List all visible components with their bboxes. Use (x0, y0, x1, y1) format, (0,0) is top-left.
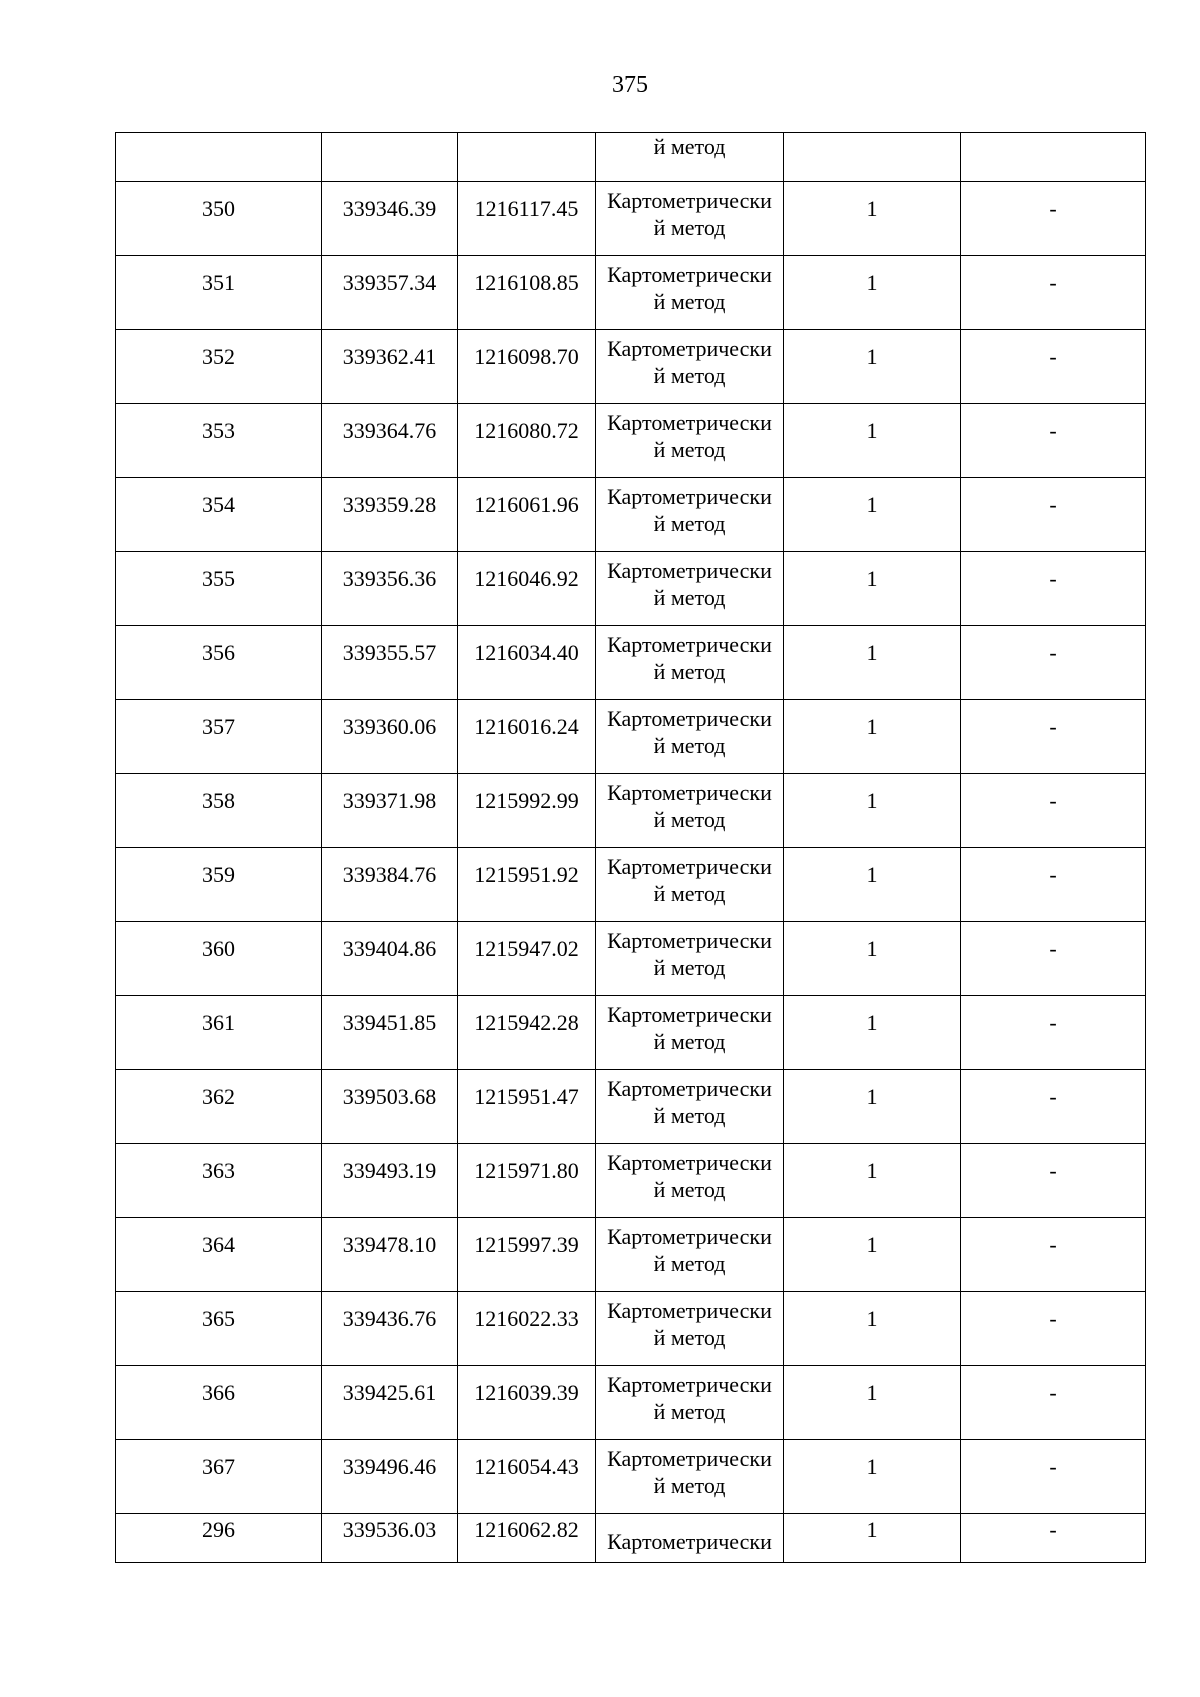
method-cell (596, 922, 784, 996)
table-row (116, 922, 1146, 996)
x-cell: 339425.61 (322, 1366, 458, 1440)
note-cell: - (961, 404, 1146, 478)
note-cell: - (961, 700, 1146, 774)
point-cell: 359 (116, 848, 322, 922)
method-line-2: й метод (653, 1029, 726, 1054)
table-row (116, 1292, 1146, 1366)
y-cell: 1216016.24 (458, 700, 596, 774)
x-cell: 339384.76 (322, 848, 458, 922)
method-line-1: Картометрически (607, 1446, 772, 1471)
y-cell: 1216117.45 (458, 182, 596, 256)
x-cell: 339355.57 (322, 626, 458, 700)
method-line-2: й метод (653, 1473, 726, 1498)
x-cell: 339356.36 (322, 552, 458, 626)
table-row (116, 774, 1146, 848)
coordinates-table (115, 132, 1146, 1563)
y-cell: 1215971.80 (458, 1144, 596, 1218)
method-line-1: Картометрически (607, 262, 772, 287)
x-cell: 339496.46 (322, 1440, 458, 1514)
y-cell: 1216108.85 (458, 256, 596, 330)
x-cell: 339364.76 (322, 404, 458, 478)
point-cell: 354 (116, 478, 322, 552)
point-cell: 352 (116, 330, 322, 404)
method-cell (596, 1144, 784, 1218)
accuracy-cell: 1 (784, 774, 961, 848)
accuracy-cell: 1 (784, 256, 961, 330)
method-line-2: й метод (653, 955, 726, 980)
accuracy-cell: 1 (784, 182, 961, 256)
method-cell (596, 626, 784, 700)
note-cell: - (961, 478, 1146, 552)
page-number: 375 (612, 72, 648, 98)
method-line-1: Картометрически (607, 484, 772, 509)
note-cell: - (961, 996, 1146, 1070)
table-row (116, 996, 1146, 1070)
accuracy-cell: 1 (784, 1292, 961, 1366)
note-cell: - (961, 1218, 1146, 1292)
y-cell: 1216054.43 (458, 1440, 596, 1514)
method-cell (596, 478, 784, 552)
point-cell: 353 (116, 404, 322, 478)
y-cell: 1216062.82 (458, 1514, 596, 1563)
method-line-2: й метод (653, 1103, 726, 1128)
point-cell: 350 (116, 182, 322, 256)
method-cell: й метод (596, 133, 784, 182)
point-cell: 360 (116, 922, 322, 996)
method-cell (596, 1292, 784, 1366)
method-line-2: й метод (653, 437, 726, 462)
y-cell: 1216061.96 (458, 478, 596, 552)
accuracy-cell: 1 (784, 1070, 961, 1144)
point-cell: 356 (116, 626, 322, 700)
x-cell: 339451.85 (322, 996, 458, 1070)
method-line-2: й метод (653, 511, 726, 536)
note-cell: - (961, 552, 1146, 626)
point-cell: 367 (116, 1440, 322, 1514)
method-cell (596, 996, 784, 1070)
y-cell: 1215992.99 (458, 774, 596, 848)
note-cell: - (961, 1070, 1146, 1144)
point-cell (116, 133, 322, 182)
method-cell (596, 848, 784, 922)
point-cell: 362 (116, 1070, 322, 1144)
method-line-1: Картометрически (607, 410, 772, 435)
method-line-2: й метод (653, 1399, 726, 1424)
x-cell: 339536.03 (322, 1514, 458, 1563)
y-cell: 1215942.28 (458, 996, 596, 1070)
note-cell (961, 133, 1146, 182)
method-line-2: й метод (653, 733, 726, 758)
accuracy-cell: 1 (784, 404, 961, 478)
accuracy-cell: 1 (784, 330, 961, 404)
point-cell: 365 (116, 1292, 322, 1366)
y-cell: 1215947.02 (458, 922, 596, 996)
method-cell (596, 256, 784, 330)
method-line-1: Картометрически (607, 854, 772, 879)
method-line-2: й метод (653, 585, 726, 610)
table-row (116, 330, 1146, 404)
method-line-2: й метод (653, 1177, 726, 1202)
accuracy-cell: 1 (784, 996, 961, 1070)
note-cell: - (961, 1366, 1146, 1440)
method-line-1: Картометрически (607, 558, 772, 583)
accuracy-cell: 1 (784, 700, 961, 774)
table-row (116, 256, 1146, 330)
note-cell: - (961, 1440, 1146, 1514)
method-line-1: Картометрически (607, 188, 772, 213)
accuracy-cell: 1 (784, 626, 961, 700)
accuracy-cell: 1 (784, 922, 961, 996)
method-line-1: Картометрически (607, 336, 772, 361)
note-cell: - (961, 626, 1146, 700)
method-cell (596, 1070, 784, 1144)
x-cell: 339503.68 (322, 1070, 458, 1144)
method-line-2: й метод (653, 1325, 726, 1350)
accuracy-cell: 1 (784, 1366, 961, 1440)
x-cell: 339404.86 (322, 922, 458, 996)
method-line-2: й метод (653, 659, 726, 684)
method-cell (596, 404, 784, 478)
table-row (116, 1366, 1146, 1440)
y-cell: 1215951.92 (458, 848, 596, 922)
note-cell: - (961, 256, 1146, 330)
point-cell: 296 (116, 1514, 322, 1563)
x-cell: 339493.19 (322, 1144, 458, 1218)
table-row (116, 478, 1146, 552)
point-cell: 363 (116, 1144, 322, 1218)
method-line-2: й метод (653, 289, 726, 314)
method-line-2: й метод (653, 1251, 726, 1276)
point-cell: 366 (116, 1366, 322, 1440)
accuracy-cell: 1 (784, 1218, 961, 1292)
method-cell (596, 1218, 784, 1292)
method-cell (596, 552, 784, 626)
method-cell (596, 1440, 784, 1514)
y-cell: 1216034.40 (458, 626, 596, 700)
x-cell: 339478.10 (322, 1218, 458, 1292)
y-cell: 1216046.92 (458, 552, 596, 626)
y-cell: 1216098.70 (458, 330, 596, 404)
method-cell (596, 774, 784, 848)
method-line-1: Картометрически (607, 1224, 772, 1249)
method-cell (596, 330, 784, 404)
accuracy-cell (784, 133, 961, 182)
method-cell (596, 700, 784, 774)
note-cell: - (961, 330, 1146, 404)
table-row (116, 1218, 1146, 1292)
point-cell: 358 (116, 774, 322, 848)
note-cell: - (961, 1144, 1146, 1218)
y-cell: 1215951.47 (458, 1070, 596, 1144)
y-cell: 1216039.39 (458, 1366, 596, 1440)
table-row (116, 848, 1146, 922)
table-row (116, 1144, 1146, 1218)
x-cell: 339346.39 (322, 182, 458, 256)
accuracy-cell: 1 (784, 848, 961, 922)
point-cell: 364 (116, 1218, 322, 1292)
x-cell: 339371.98 (322, 774, 458, 848)
method-line-2: й метод (653, 881, 726, 906)
note-cell: - (961, 1292, 1146, 1366)
table-row (116, 1440, 1146, 1514)
method-cell: Картометрически (596, 1514, 784, 1563)
y-cell: 1216080.72 (458, 404, 596, 478)
table-row (116, 1070, 1146, 1144)
y-cell (458, 133, 596, 182)
continuation-row (116, 133, 1146, 182)
method-line-1: Картометрически (607, 1150, 772, 1175)
accuracy-cell: 1 (784, 1514, 961, 1563)
note-cell: - (961, 774, 1146, 848)
accuracy-cell: 1 (784, 478, 961, 552)
table-row (116, 700, 1146, 774)
point-cell: 351 (116, 256, 322, 330)
method-cell (596, 1366, 784, 1440)
accuracy-cell: 1 (784, 1144, 961, 1218)
method-cell (596, 182, 784, 256)
note-cell: - (961, 1514, 1146, 1563)
method-line-1: Картометрически (607, 1372, 772, 1397)
x-cell: 339436.76 (322, 1292, 458, 1366)
point-cell: 361 (116, 996, 322, 1070)
method-line-1: Картометрически (607, 780, 772, 805)
point-cell: 355 (116, 552, 322, 626)
method-line-1: Картометрически (607, 1076, 772, 1101)
x-cell: 339362.41 (322, 330, 458, 404)
accuracy-cell: 1 (784, 552, 961, 626)
accuracy-cell: 1 (784, 1440, 961, 1514)
point-cell: 357 (116, 700, 322, 774)
method-line-2: й метод (653, 807, 726, 832)
table-row-last (116, 1514, 1146, 1563)
y-cell: 1216022.33 (458, 1292, 596, 1366)
method-line-2: й метод (653, 215, 726, 240)
note-cell: - (961, 848, 1146, 922)
y-cell: 1215997.39 (458, 1218, 596, 1292)
x-cell: 339357.34 (322, 256, 458, 330)
note-cell: - (961, 182, 1146, 256)
table-row (116, 552, 1146, 626)
method-line-2: й метод (653, 363, 726, 388)
table-row (116, 182, 1146, 256)
note-cell: - (961, 922, 1146, 996)
method-line-1: Картометрически (607, 632, 772, 657)
x-cell: 339359.28 (322, 478, 458, 552)
x-cell (322, 133, 458, 182)
method-line-1: Картометрически (607, 928, 772, 953)
x-cell: 339360.06 (322, 700, 458, 774)
table-row (116, 404, 1146, 478)
method-line-1: Картометрически (607, 706, 772, 731)
method-line-1: Картометрически (607, 1298, 772, 1323)
table-row (116, 626, 1146, 700)
method-line-1: Картометрически (607, 1002, 772, 1027)
